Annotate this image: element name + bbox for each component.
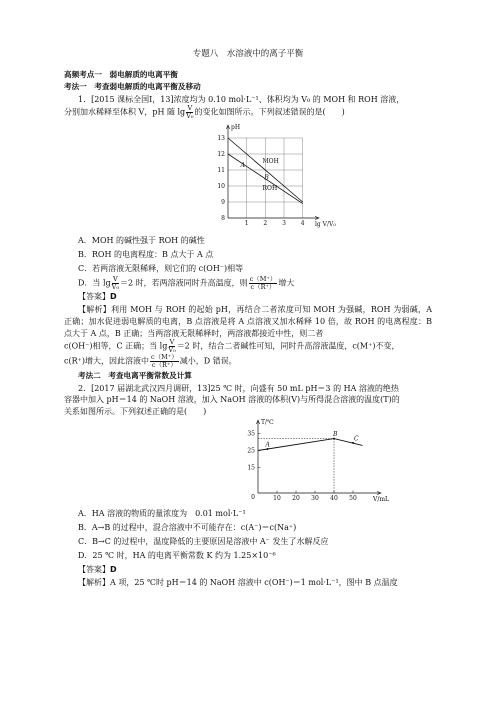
q2-option-d: D．25 ℃ 时，HA 的电离平衡常数 K 约为 1.25×10⁻⁶ (78, 551, 276, 561)
y-tick-label: 35 (247, 430, 255, 438)
temperature-curve (258, 439, 363, 451)
q1-explanation-2 (64, 339, 432, 354)
y-tick-label: 8 (221, 214, 225, 222)
page-title: 专题八 水溶液中的离子平衡 (192, 49, 304, 59)
x-tick-label: 30 (311, 495, 319, 503)
q1-expl-frac2-den: c（R⁺） (151, 360, 177, 369)
q1-option-d-frac2 (249, 276, 278, 291)
q1-option-d-frac2-num: c（M⁺） (249, 274, 277, 283)
point-label-a: A (265, 441, 270, 449)
q1-expl-label: 【解析】 (78, 305, 111, 315)
q1-option-d-frac1-den: V₀ (111, 282, 119, 291)
x-tick-label: 2 (263, 219, 268, 227)
x-tick-label: 10 (273, 495, 281, 503)
q1-answer-label: 【答案】 (78, 292, 110, 302)
q2-answer-value: D (110, 565, 117, 575)
q1-option-b: B．ROH 的电离程度：B 点大于 A 点 (78, 249, 214, 259)
y-tick-label: 15 (247, 464, 255, 472)
origin-label: 0 (251, 494, 255, 502)
x-axis-label: lg V/V₀ (315, 220, 336, 228)
q1-frac-den: V₀ (186, 112, 194, 120)
y-tick-label: 25 (247, 447, 255, 455)
q2-option-b: B．A→B 的过程中，混合溶液中不可能存在：c(A⁻)＝c(Na⁺) (78, 523, 297, 533)
x-tick-label: 50 (349, 495, 357, 503)
q1-expl-frac1-num: V (169, 338, 175, 347)
series-label-roh: ROH (262, 184, 278, 192)
q2-option-c: C．B→C 的过程中，温度降低的主要原因是溶液中 A⁻ 发生了水解反应 (78, 537, 329, 547)
q1-frac-num: V (187, 104, 193, 113)
y-tick-label: 9 (221, 198, 225, 206)
figure-ph-chart (212, 122, 336, 230)
figure-temperature-chart (244, 419, 394, 503)
y-tick-label: 12 (217, 150, 225, 158)
x-tick-label: 4 (300, 219, 305, 227)
q1-option-d (78, 276, 432, 291)
q1-option-a: A．MOH 的碱性强于 ROH 的碱性 (78, 235, 205, 245)
y-axis-label: T/℃ (261, 419, 274, 427)
q1-option-d-frac2-den: c（R⁺） (250, 282, 276, 291)
method-heading-1: 考法一 考查弱电解质的电离平衡及移动 (64, 82, 201, 92)
x-axis-label: V/mL (373, 496, 390, 504)
method-heading-2: 考法二 考查电离平衡常数及计算 (78, 371, 192, 381)
q1-stem-text-a: 分别加水稀释至体积 V，pH 随 lg (64, 107, 186, 117)
q2-answer-label: 【答案】 (78, 565, 110, 575)
q1-option-d-frac1 (112, 276, 119, 291)
q1-expl-frac2 (150, 354, 179, 369)
q1-expl-text-2a: c(OH⁻)相等，C 正确；当 lg (64, 341, 168, 351)
q2-option-a: A．HA 溶液的物质的量浓度为 0.01 mol·L⁻¹ (78, 509, 246, 519)
q1-expl-text-2b: ＝2 时，结合二者碱性可知，同时升高溶液温度，c(M⁺)不变， (176, 341, 400, 351)
q2-explanation-1 (64, 577, 432, 589)
q2-expl-label: 【解析】 (78, 578, 110, 588)
q1-expl-text-3b: 减小，D 错误。 (179, 356, 237, 366)
q2-stem-line1: 2．[2017 届湖北武汉四月调研，13]25 ℃ 时，向盛有 50 mL pH＝3 的 HA 溶液的绝热 (78, 383, 399, 393)
point-label-a: A (240, 161, 246, 169)
q1-expl-frac1-den: V₀ (168, 346, 176, 355)
q1-answer (78, 290, 432, 304)
q1-stem-text-b: 的变化如图所示。下列叙述错误的是( ) (194, 107, 345, 117)
q1-option-d-part2: ＝2 时，若两溶液同时升高温度，则 (119, 278, 248, 288)
q1-option-d-part1: D．当 lg (78, 278, 111, 288)
q1-fraction (186, 105, 193, 120)
x-tick-label: 20 (292, 495, 300, 503)
q1-expl-text-3a: c(R⁺)增大，因此溶液中 (64, 356, 149, 366)
ph-dilution-chart (212, 122, 336, 230)
q2-stem-line3: 关系如图所示。下列叙述正确的是( ) (64, 406, 207, 416)
q1-expl-frac1 (168, 339, 175, 354)
temperature-volume-chart (244, 419, 394, 503)
q2-answer (78, 563, 432, 577)
q1-expl-frac2-num: c（M⁺） (150, 352, 178, 361)
q1-stem-line1: 1．[2015 课标全国Ⅰ，13]浓度均为 0.10 mol·L⁻¹、体积均为 V₀ 的 MOH 和 ROH 溶液， (78, 94, 405, 104)
x-tick-label: 1 (244, 219, 249, 227)
q2-expl-text-1: A 项，25 ℃时 pH＝14 的 NaOH 溶液中 c(OH⁻)＝1 mol·L⁻¹，图中 B 点温度 (110, 578, 398, 588)
y-tick-label: 10 (217, 182, 225, 190)
q1-option-d-frac1-num: V (112, 274, 118, 283)
q1-option-c: C．若两溶液无限稀释，则它们的 c(OH⁻)相等 (78, 263, 244, 273)
q1-stem-line2 (64, 105, 432, 120)
y-tick-label: 11 (217, 166, 225, 174)
q1-expl-text-1: 利用 MOH 与 ROH 的起始 pH，再结合二者浓度可知 MOH 为强碱，ROH 为弱碱，A 正确；加水促进弱电解质的电离，B 点溶液是将 A 点溶液又加水稀释 10 倍，故 ROH 的电离程度：B 点大于 A 点，B 正确；当两溶液无限稀释时，两溶液都接近中性，则二者 (64, 305, 432, 338)
q1-answer-value: D (110, 292, 117, 302)
q1-explanation-1 (64, 304, 432, 339)
point-label-b: B (333, 431, 338, 439)
series-label-moh: MOH (262, 157, 279, 165)
x-tick-label: 40 (330, 495, 338, 503)
section-heading: 高频考点一 弱电解质的电离平衡 (64, 70, 178, 80)
q2-stem-line2: 容器中加入 pH＝14 的 NaOH 溶液，加入 NaOH 溶液的体积(V)与所得混合溶液的温度(T)的 (64, 395, 400, 405)
point-label-c: C (354, 435, 359, 443)
x-tick-label: 3 (282, 219, 286, 227)
q1-explanation-3 (64, 354, 432, 369)
y-tick-label: 13 (217, 134, 225, 142)
q1-option-d-part3: 增大 (278, 278, 295, 288)
point-label-b: B (264, 174, 269, 182)
y-axis-label: pH (231, 123, 241, 131)
